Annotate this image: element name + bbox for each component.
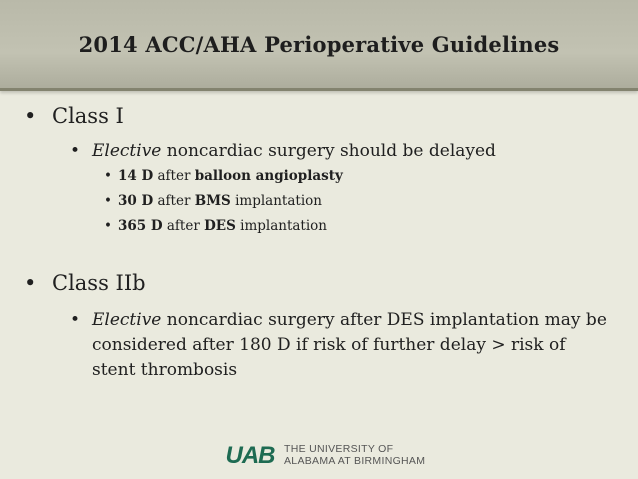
item-procedure: balloon angioplasty xyxy=(194,168,343,184)
bullet-dot: • xyxy=(104,193,112,209)
statement-rest: noncardiac surgery should be delayed xyxy=(161,141,496,161)
item-after: after xyxy=(153,168,195,184)
uab-logo-mark-icon xyxy=(222,441,278,469)
item-days: 365 D xyxy=(118,218,163,234)
statement-rest: noncardiac surgery after DES implantation may be considered after 180 D if risk of further delay > risk of stent thrombosis xyxy=(92,310,607,380)
item-procedure: BMS xyxy=(194,193,231,209)
bullet-dot: • xyxy=(70,141,81,161)
item-tail: implantation xyxy=(235,218,327,234)
logo-line-1: THE UNIVERSITY OF xyxy=(284,443,394,455)
logo-mark-text: UAB xyxy=(225,442,275,469)
elective-emphasis: Elective xyxy=(92,310,162,330)
class-i-statement-text xyxy=(92,139,612,164)
item-tail: implantation xyxy=(230,193,322,209)
bullet-dot: • xyxy=(24,271,37,295)
class-iib-label: Class IIb xyxy=(52,271,146,295)
item-days: 14 D xyxy=(118,168,154,184)
item-after: after xyxy=(162,218,205,234)
bullet-dot: • xyxy=(24,104,37,128)
class-iib-statement-text xyxy=(92,308,612,383)
slide-title: 2014 ACC/AHA Perioperative Guidelines xyxy=(78,32,560,57)
bullet-dot: • xyxy=(104,168,112,184)
item-after: after xyxy=(153,193,195,209)
bullet-dot: • xyxy=(104,218,112,234)
bullet-dot: • xyxy=(70,310,81,330)
class-i-label: Class I xyxy=(52,104,124,128)
elective-emphasis: Elective xyxy=(92,141,162,161)
logo-wordmark xyxy=(284,443,425,467)
logo-line-2: ALABAMA AT BIRMINGHAM xyxy=(284,455,426,467)
uab-logo xyxy=(222,441,426,469)
item-procedure: DES xyxy=(204,218,236,234)
title-bar xyxy=(0,0,638,91)
item-days: 30 D xyxy=(118,193,154,209)
